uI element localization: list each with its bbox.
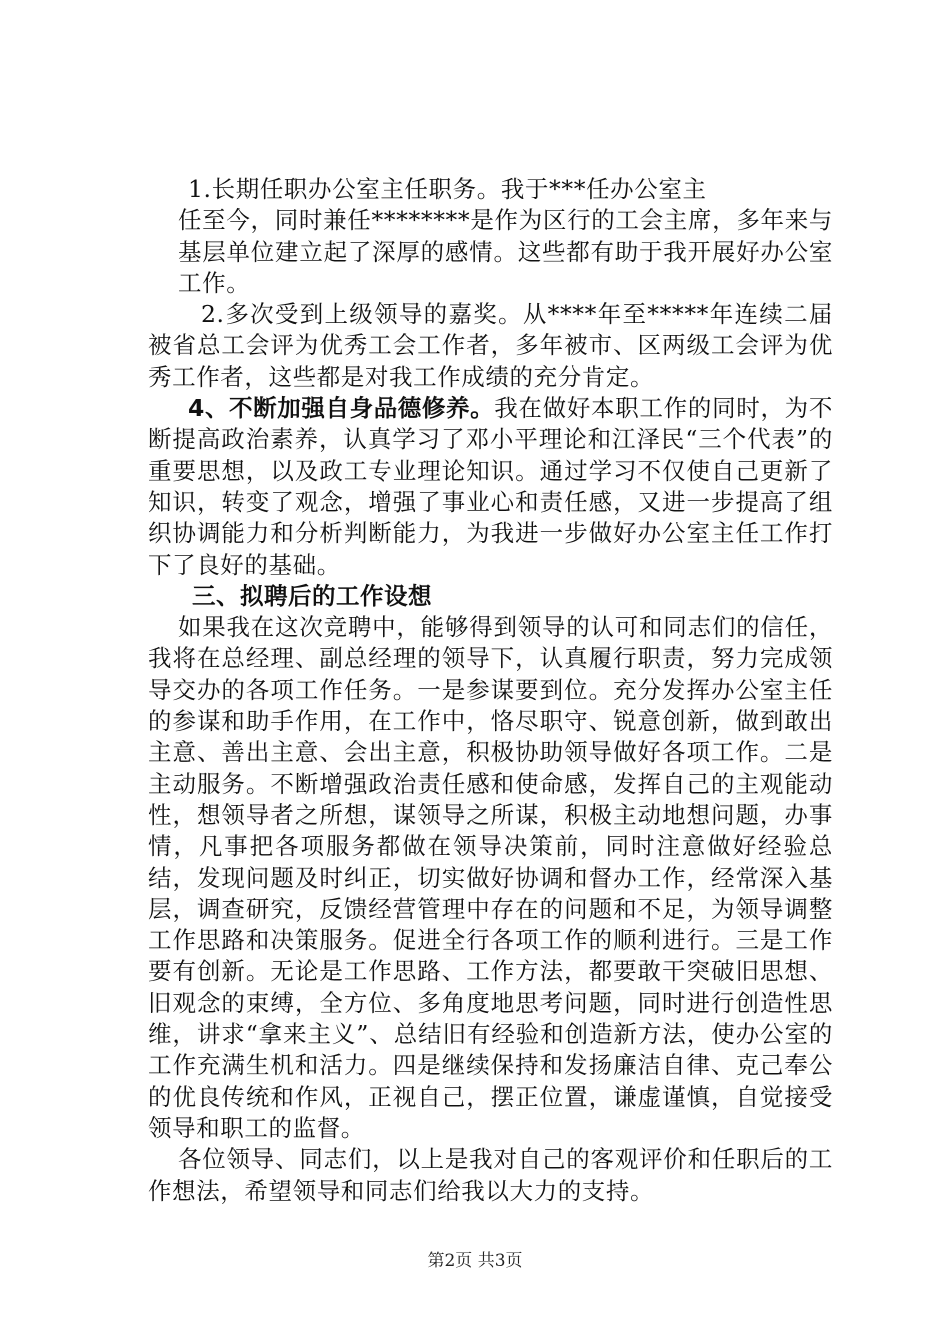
paragraph-2: 2.多次受到上级领导的嘉奖。从****年至*****年连续二届被省总工会评为优秀工会工作者，多年被市、区两级工会评为优秀工作者，这些都是对我工作成绩的充分肯定。 [148,300,833,391]
section-3-heading: 三、拟聘后的工作设想 [192,581,432,610]
paragraph-3-body: 我在做好本职工作的同时，为不断提高政治素养，认真学习了邓小平理论和江泽民“三个代表”的重要思想，以及政工专业理论知识。通过学习不仅使自己更新了知识，转变了观念，增强了事业心和责任感，又进一步提高了组织协调能力和分析判断能力，为我进一步做好办公室主任工作打下了良好的基础。 [148,394,833,579]
page-footer: 第2页 共3页 [427,1251,523,1271]
document-body [148,174,833,1207]
paragraph-5: 各位领导、同志们，以上是我对自己的客观评价和任职后的工作想法，希望领导和同志们给我以大力的支持。 [148,1145,833,1205]
paragraph-1-continued: 任至今，同时兼任********是作为区行的工会主席，多年来与基层单位建立起了深厚的感情。这些都有助于我开展好办公室工作。 [178,206,833,297]
paragraph-4: 如果我在这次竞聘中，能够得到领导的认可和同志们的信任，我将在总经理、副总经理的领导下，认真履行职责，努力完成领导交办的各项工作任务。一是参谋要到位。充分发挥办公室主任的参谋和助手作用，在工作中，恪尽职守、锐意创新，做到敢出主意、善出主意、会出主意，积极协助领导做好各项工作。二是主动服务。不断增强政治责任感和使命感，发挥自己的主观能动性，想领导者之所想，谋领导之所谋，积极主动地想问题，办事情，凡事把各项服务都做在领导决策前，同时注意做好经验总结，发现问题及时纠正，切实做好协调和督办工作，经常深入基层，调查研究，反馈经营管理中存在的问题和不足，为领导调整工作思路和决策服务。促进全行各项工作的顺利进行。三是工作要有创新。无论是工作思路、工作方法，都要敢干突破旧思想、旧观念的束缚，全方位、多角度地思考问题，同时进行创造性思维，讲求“拿来主义”、总结旧有经验和创造新方法，使办公室的工作充满生机和活力。四是继续保持和发扬廉洁自律、克己奉公的优良传统和作风，正视自己，摆正位置，谦虚谨慎，自觉接受领导和职工的监督。 [148,613,833,1142]
paragraph-1-first-line: 1.长期任职办公室主任职务。我于***任办公室主 [188,175,707,203]
paragraph-3-heading: 4、不断加强自身品德修养。 [188,394,495,423]
paragraph-3 [148,393,833,581]
